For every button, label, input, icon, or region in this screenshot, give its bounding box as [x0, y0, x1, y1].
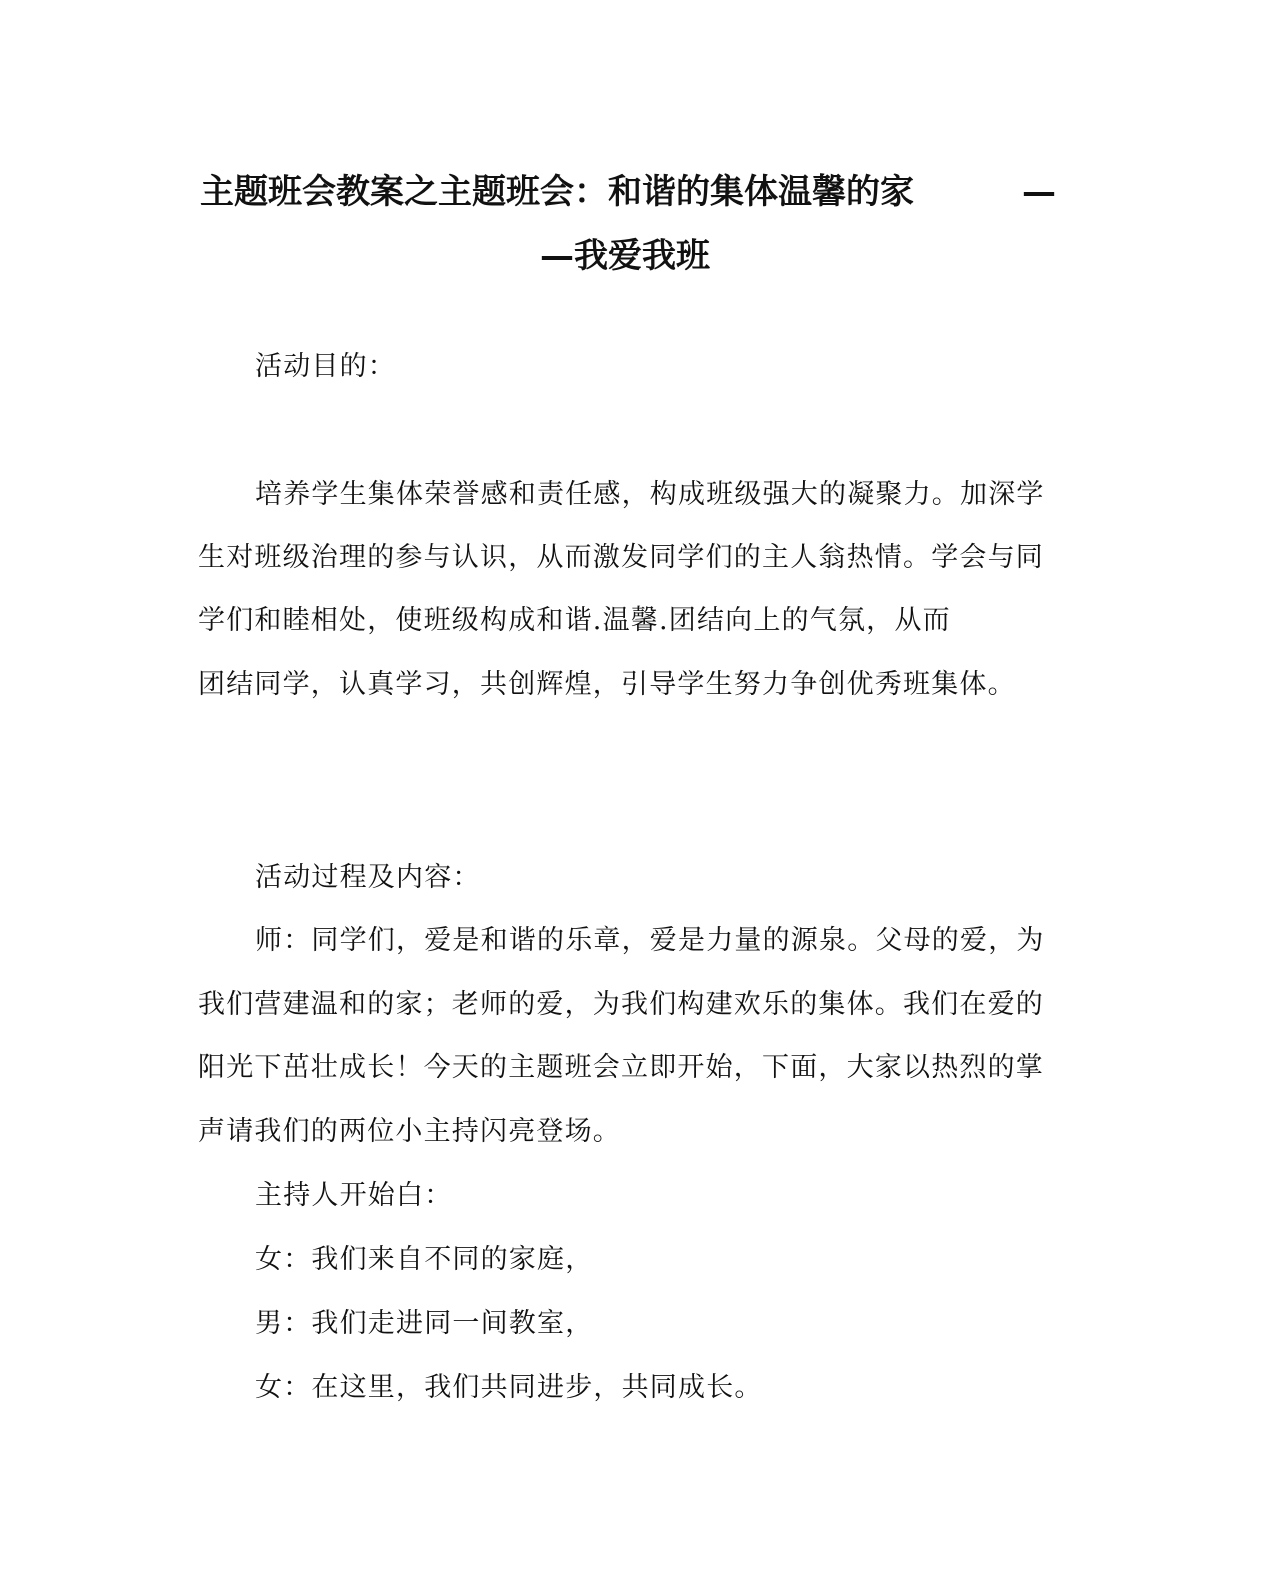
purpose-line: 团结同学，认真学习，共创辉煌，引导学生努力争创优秀班集体。: [198, 669, 1016, 700]
teacher-line: 声请我们的两位小主持闪亮登场。: [198, 1116, 621, 1147]
dialogue-line: 女：在这里，我们共同进步，共同成长。: [255, 1372, 763, 1403]
title-dash: —: [1022, 172, 1056, 212]
purpose-line: 学们和睦相处，使班级构成和谐.温馨.团结向上的气氛，从而: [198, 605, 951, 636]
dialogue-line: 女：我们来自不同的家庭，: [255, 1244, 594, 1275]
teacher-line: 我们营建温和的家；老师的爱，为我们构建欢乐的集体。我们在爱的: [198, 989, 1044, 1020]
process-heading: 活动过程及内容：: [255, 862, 481, 893]
purpose-line: 培养学生集体荣誉感和责任感，构成班级强大的凝聚力。加深学: [255, 479, 1045, 510]
host-heading: 主持人开始白：: [255, 1180, 453, 1211]
purpose-heading: 活动目的：: [255, 351, 396, 382]
purpose-line: 生对班级治理的参与认识，从而激发同学们的主人翁热情。学会与同: [198, 542, 1044, 573]
dialogue-line: 男：我们走进同一间教室，: [255, 1308, 594, 1339]
document-title-line-1: [200, 172, 1080, 212]
title-text: 主题班会教案之主题班会：和谐的集体温馨的家: [200, 172, 914, 212]
teacher-line: 阳光下茁壮成长！今天的主题班会立即开始，下面，大家以热烈的掌: [198, 1052, 1044, 1083]
document-title-line-2: —我爱我班: [540, 236, 710, 276]
teacher-line: 师：同学们，爱是和谐的乐章，爱是力量的源泉。父母的爱，为: [255, 925, 1045, 956]
